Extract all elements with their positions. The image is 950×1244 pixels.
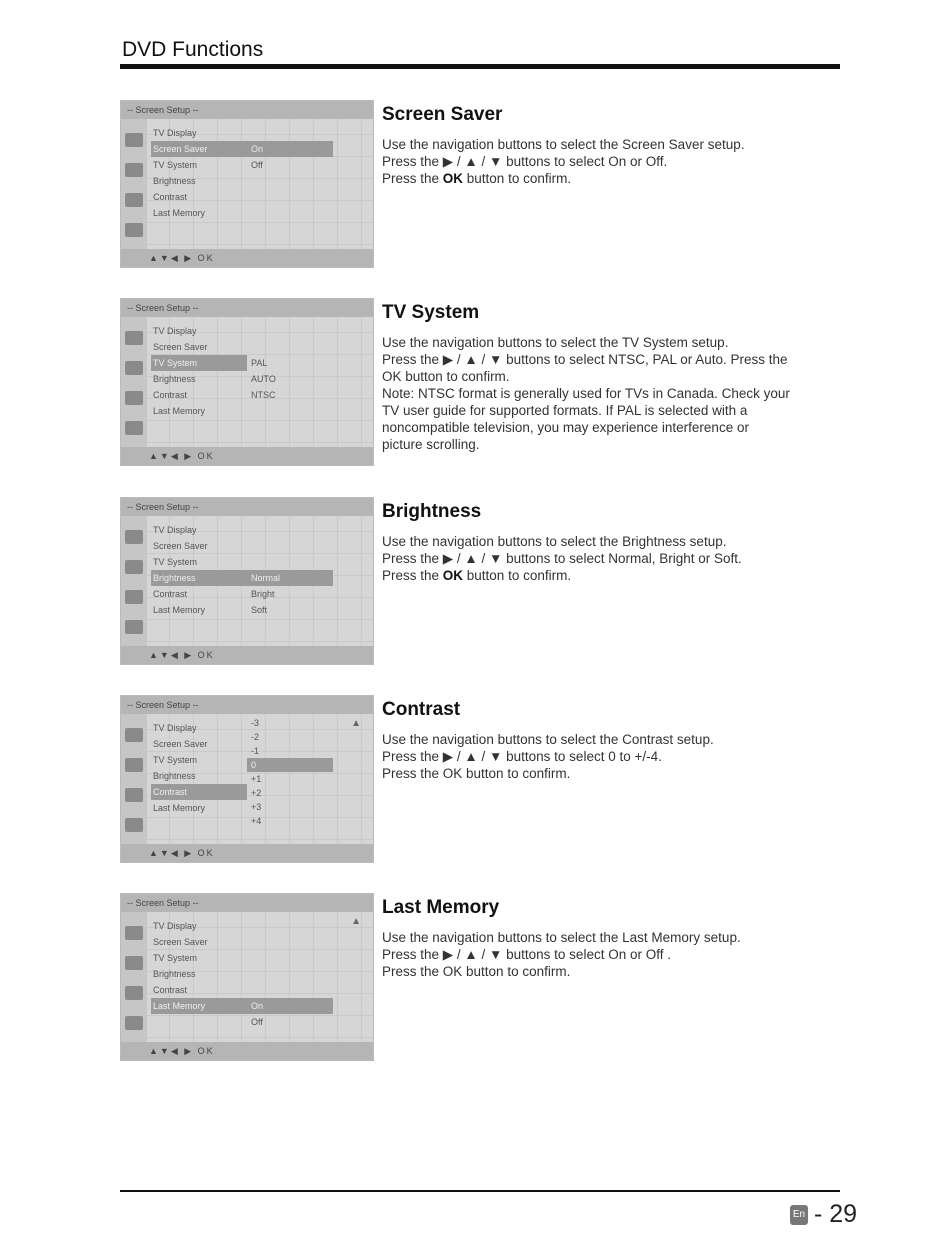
tools-icon xyxy=(125,788,143,802)
tools-icon xyxy=(125,391,143,405)
section-text xyxy=(382,302,842,453)
instruction-line: Press the OK button to confirm. xyxy=(382,171,572,186)
screen-menu-list xyxy=(151,918,247,1014)
section-text xyxy=(382,104,842,187)
screen-setup-title: -- Screen Setup -- xyxy=(121,101,373,119)
section-text xyxy=(382,897,842,980)
section-title: Brightness xyxy=(382,501,482,522)
screen-setup-title: -- Screen Setup -- xyxy=(121,498,373,516)
tv-icon xyxy=(125,926,143,940)
tv-icon xyxy=(125,728,143,742)
section-text xyxy=(382,699,842,782)
screen-menu-item: Contrast xyxy=(153,589,188,599)
instruction-line: Use the navigation buttons to select the Brightness setup. xyxy=(382,534,727,549)
screen-option-item: +1 xyxy=(251,774,262,784)
screen-menu-item: TV Display xyxy=(153,525,197,535)
instruction-line: Note: NTSC format is generally used for TVs in Canada. Check your xyxy=(382,386,790,401)
footer-rule xyxy=(120,1190,840,1192)
speaker-icon xyxy=(125,758,143,772)
settings-icon xyxy=(125,818,143,832)
screen-option-item: Off xyxy=(251,1017,263,1027)
screen-menu-item: Brightness xyxy=(153,176,196,186)
screen-sidebar xyxy=(121,119,147,251)
speaker-icon xyxy=(125,361,143,375)
page-number xyxy=(790,1200,857,1229)
section-title: TV System xyxy=(382,302,480,323)
screen-menu-item: TV Display xyxy=(153,921,197,931)
instruction-line: picture scrolling. xyxy=(382,437,480,452)
screen-menu-item: Screen Saver xyxy=(153,739,208,749)
screen-menu-item: TV System xyxy=(153,953,198,963)
screen-menu-item: Screen Saver xyxy=(153,937,208,947)
speaker-icon xyxy=(125,163,143,177)
instruction-line: Press the OK button to confirm. xyxy=(382,964,571,979)
setup-screen-image xyxy=(120,497,374,665)
screen-menu-item: TV System xyxy=(153,160,198,170)
instruction-line: noncompatible television, you may experience interference or xyxy=(382,420,749,435)
screen-sidebar xyxy=(121,317,147,449)
screen-option-list xyxy=(247,716,333,828)
screen-menu-list xyxy=(151,125,247,221)
screen-option-item: Off xyxy=(251,160,263,170)
screen-menu-item: TV Display xyxy=(153,326,197,336)
settings-icon xyxy=(125,223,143,237)
screen-option-item: -2 xyxy=(251,732,260,742)
instruction-line: OK button to confirm. xyxy=(382,369,510,384)
screen-option-item: Bright xyxy=(251,589,275,599)
screen-menu-item: Last Memory xyxy=(153,605,206,615)
screen-menu-item: TV System xyxy=(151,355,247,371)
screen-menu-item: TV System xyxy=(153,755,198,765)
screen-setup-title: -- Screen Setup -- xyxy=(121,299,373,317)
screen-menu-list xyxy=(151,323,247,419)
screen-option-item: +4 xyxy=(251,816,262,826)
tv-icon xyxy=(125,331,143,345)
screen-menu-item: Screen Saver xyxy=(151,141,247,157)
screen-menu-item: Last Memory xyxy=(153,803,206,813)
screen-menu-item: Contrast xyxy=(151,784,247,800)
screen-menu-list xyxy=(151,522,247,618)
screen-nav-hint: ▲▼◀ ▶ OK xyxy=(121,249,373,267)
instruction-line: Press the ▶ / ▲ / ▼ buttons to select 0 to +/-4. xyxy=(382,749,662,764)
settings-icon xyxy=(125,1016,143,1030)
header-rule xyxy=(120,64,840,69)
screen-nav-hint: ▲▼◀ ▶ OK xyxy=(121,447,373,465)
screen-option-item: PAL xyxy=(251,358,268,368)
screen-nav-hint: ▲▼◀ ▶ OK xyxy=(121,1042,373,1060)
screen-menu-item: TV Display xyxy=(153,723,197,733)
screen-menu-item: Screen Saver xyxy=(153,541,208,551)
screen-sidebar xyxy=(121,912,147,1044)
section-text xyxy=(382,501,842,584)
section-title: Screen Saver xyxy=(382,104,503,125)
setup-screen-image xyxy=(120,100,374,268)
setup-screen-image xyxy=(120,893,374,1061)
settings-icon xyxy=(125,620,143,634)
scroll-up-icon: ▲ xyxy=(351,916,361,927)
screen-option-item: On xyxy=(247,998,333,1014)
instruction-line: Press the ▶ / ▲ / ▼ buttons to select NTSC, PAL or Auto. Press the xyxy=(382,352,788,367)
screen-menu-item: TV System xyxy=(153,557,198,567)
instruction-line: Press the OK button to confirm. xyxy=(382,766,571,781)
screen-option-item: -1 xyxy=(251,746,260,756)
screen-setup-title: -- Screen Setup -- xyxy=(121,894,373,912)
screen-option-list xyxy=(247,141,333,173)
tools-icon xyxy=(125,986,143,1000)
screen-option-item: 0 xyxy=(247,758,333,772)
screen-option-item: On xyxy=(247,141,333,157)
screen-menu-item: TV Display xyxy=(153,128,197,138)
screen-menu-item: Contrast xyxy=(153,192,188,202)
screen-menu-item: Contrast xyxy=(153,390,188,400)
tv-icon xyxy=(125,530,143,544)
screen-option-list xyxy=(247,998,333,1030)
instruction-line: Press the OK button to confirm. xyxy=(382,568,572,583)
screen-menu-item: Brightness xyxy=(151,570,247,586)
tools-icon xyxy=(125,590,143,604)
screen-nav-hint: ▲▼◀ ▶ OK xyxy=(121,844,373,862)
instruction-line: Use the navigation buttons to select the TV System setup. xyxy=(382,335,729,350)
page-number-text: - 29 xyxy=(814,1200,858,1228)
screen-option-list xyxy=(247,355,333,403)
screen-sidebar xyxy=(121,516,147,648)
scroll-up-icon: ▲ xyxy=(351,718,361,729)
screen-menu-item: Brightness xyxy=(153,374,196,384)
screen-menu-item: Screen Saver xyxy=(153,342,208,352)
screen-menu-item: Last Memory xyxy=(153,406,206,416)
speaker-icon xyxy=(125,560,143,574)
tools-icon xyxy=(125,193,143,207)
screen-option-item: -3 xyxy=(251,718,260,728)
instruction-line: Press the ▶ / ▲ / ▼ buttons to select Normal, Bright or Soft. xyxy=(382,551,742,566)
screen-setup-title: -- Screen Setup -- xyxy=(121,696,373,714)
instruction-line: Use the navigation buttons to select the Contrast setup. xyxy=(382,732,714,747)
instruction-line: Use the navigation buttons to select the Screen Saver setup. xyxy=(382,137,745,152)
screen-menu-list xyxy=(151,720,247,816)
instruction-line: TV user guide for supported formats. If PAL is selected with a xyxy=(382,403,748,418)
screen-nav-hint: ▲▼◀ ▶ OK xyxy=(121,646,373,664)
screen-menu-item: Last Memory xyxy=(151,998,247,1014)
screen-option-item: Normal xyxy=(247,570,333,586)
tv-icon xyxy=(125,133,143,147)
screen-option-item: NTSC xyxy=(251,390,276,400)
section-title: Contrast xyxy=(382,699,461,720)
speaker-icon xyxy=(125,956,143,970)
screen-sidebar xyxy=(121,714,147,846)
instruction-line: Press the ▶ / ▲ / ▼ buttons to select On or Off. xyxy=(382,154,668,169)
screen-option-item: Soft xyxy=(251,605,268,615)
screen-option-item: +3 xyxy=(251,802,262,812)
screen-menu-item: Contrast xyxy=(153,985,188,995)
instruction-line: Use the navigation buttons to select the Last Memory setup. xyxy=(382,930,741,945)
setup-screen-image xyxy=(120,695,374,863)
screen-menu-item: Last Memory xyxy=(153,208,206,218)
screen-option-list xyxy=(247,570,333,618)
screen-option-item: AUTO xyxy=(251,374,276,384)
section-title: Last Memory xyxy=(382,897,500,918)
screen-option-item: +2 xyxy=(251,788,262,798)
setup-screen-image xyxy=(120,298,374,466)
language-icon: En xyxy=(790,1205,808,1225)
screen-menu-item: Brightness xyxy=(153,771,196,781)
instruction-line: Press the ▶ / ▲ / ▼ buttons to select On or Off . xyxy=(382,947,671,962)
page-header-title: DVD Functions xyxy=(122,38,264,61)
settings-icon xyxy=(125,421,143,435)
screen-menu-item: Brightness xyxy=(153,969,196,979)
